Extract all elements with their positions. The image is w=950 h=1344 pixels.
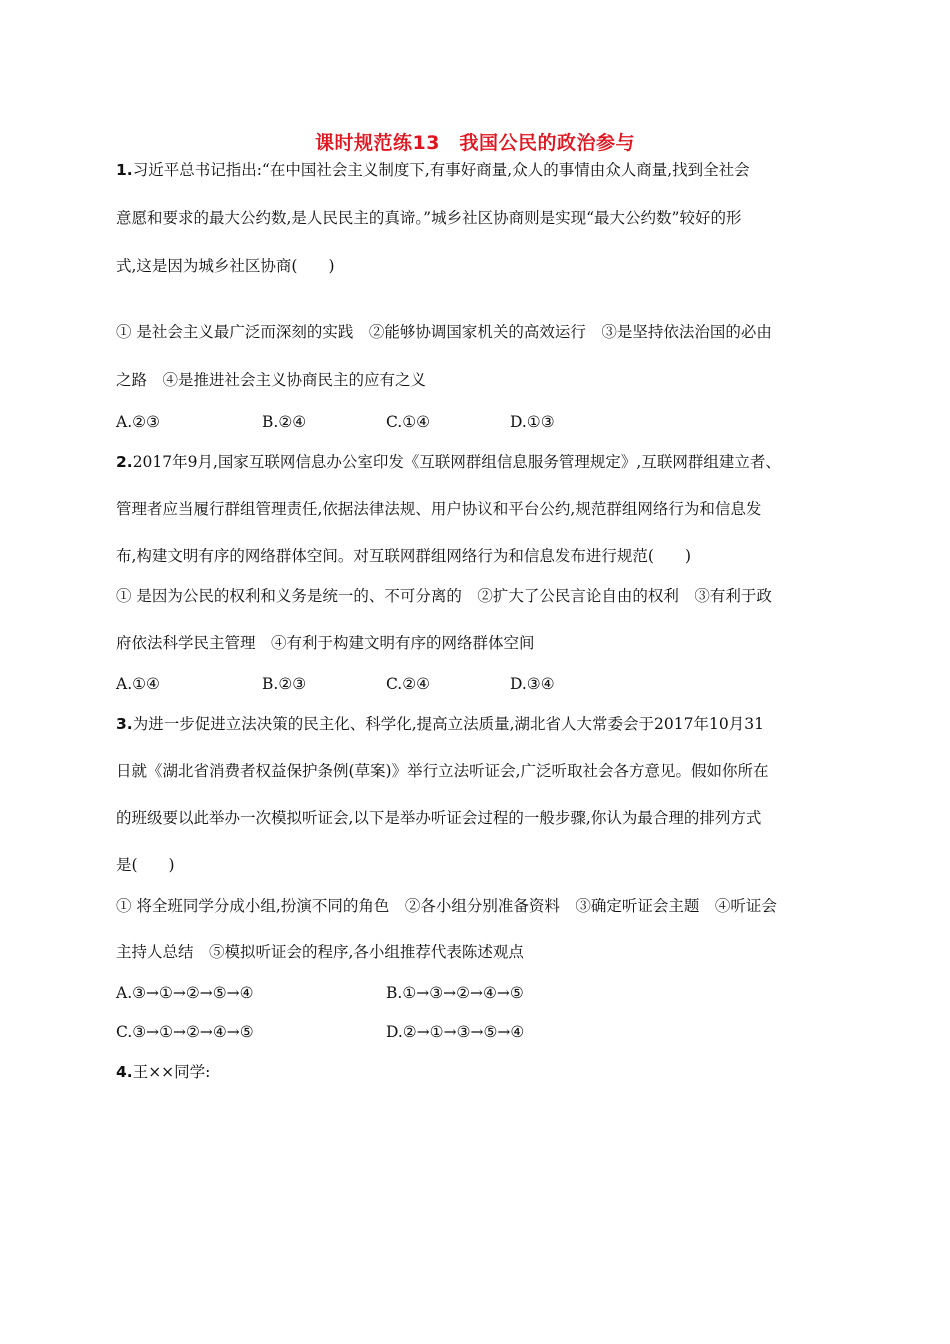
q3-option-c: C.③→①→②→④→⑤ — [116, 1023, 254, 1041]
q1-stem-line-2: 意愿和要求的最大公约数,是人民民主的真谛。”城乡社区协商则是实现“最大公约数”较好的形 — [116, 209, 742, 227]
q1-statements-line-1: ① 是社会主义最广泛而深刻的实践 ②能够协调国家机关的高效运行 ③是坚持依法治国的必由 — [116, 323, 772, 341]
q3-stem-line-1: 3.为进一步促进立法决策的民主化、科学化,提高立法质量,湖北省人大常委会于2017年10月31 — [116, 715, 764, 733]
q2-option-a: A.①④ — [116, 675, 160, 693]
q2-number: 2. — [116, 453, 133, 471]
q3-option-a: A.③→①→②→⑤→④ — [116, 984, 254, 1002]
page-title: 课时规范练13 我国公民的政治参与 — [315, 132, 635, 154]
q1-number: 1. — [116, 161, 133, 179]
q1-stem-line-1: 1.习近平总书记指出:“在中国社会主义制度下,有事好商量,众人的事情由众人商量,找到全社会 — [116, 161, 750, 179]
q3-option-d: D.②→①→③→⑤→④ — [386, 1023, 525, 1041]
q2-stem-line-2: 管理者应当履行群组管理责任,依据法律法规、用户协议和平台公约,规范群组网络行为和信息发 — [116, 500, 762, 518]
q1-option-c: C.①④ — [386, 413, 431, 431]
q2-option-d: D.③④ — [510, 675, 555, 693]
q1-stem-line-3: 式,这是因为城乡社区协商( ) — [116, 257, 335, 275]
q1-option-a: A.②③ — [116, 413, 160, 431]
q2-statements-line-1: ① 是因为公民的权利和义务是统一的、不可分离的 ②扩大了公民言论自由的权利 ③有利于政 — [116, 587, 772, 605]
q3-number: 3. — [116, 715, 133, 733]
q3-statements-line-2: 主持人总结 ⑤模拟听证会的程序,各小组推荐代表陈述观点 — [116, 943, 524, 961]
q1-statements-line-2: 之路 ④是推进社会主义协商民主的应有之义 — [116, 371, 427, 389]
q2-stem-line-1: 2.2017年9月,国家互联网信息办公室印发《互联网群组信息服务管理规定》,互联网群组建立者、 — [116, 453, 781, 471]
q2-stem-line-3: 布,构建文明有序的网络群体空间。对互联网群组网络行为和信息发布进行规范( ) — [116, 547, 692, 565]
q2-statements-line-2: 府依法科学民主管理 ④有利于构建文明有序的网络群体空间 — [116, 634, 535, 652]
q1-option-b: B.②④ — [262, 413, 307, 431]
q3-option-b: B.①→③→②→④→⑤ — [386, 984, 524, 1002]
q3-stem-line-2: 日就《湖北省消费者权益保护条例(草案)》举行立法听证会,广泛听取社会各方意见。假如你所在 — [116, 762, 769, 780]
q2-option-b: B.②③ — [262, 675, 307, 693]
q2-option-c: C.②④ — [386, 675, 431, 693]
q3-statements-line-1: ① 将全班同学分成小组,扮演不同的角色 ②各小组分别准备资料 ③确定听证会主题 ④听证会 — [116, 897, 777, 915]
q3-stem-line-3: 的班级要以此举办一次模拟听证会,以下是举办听证会过程的一般步骤,你认为最合理的排列方式 — [116, 809, 762, 827]
q4-stem-line-1: 4.王××同学: — [116, 1063, 211, 1081]
q3-stem-line-4: 是( ) — [116, 856, 175, 874]
q4-number: 4. — [116, 1063, 133, 1081]
q1-option-d: D.①③ — [510, 413, 555, 431]
